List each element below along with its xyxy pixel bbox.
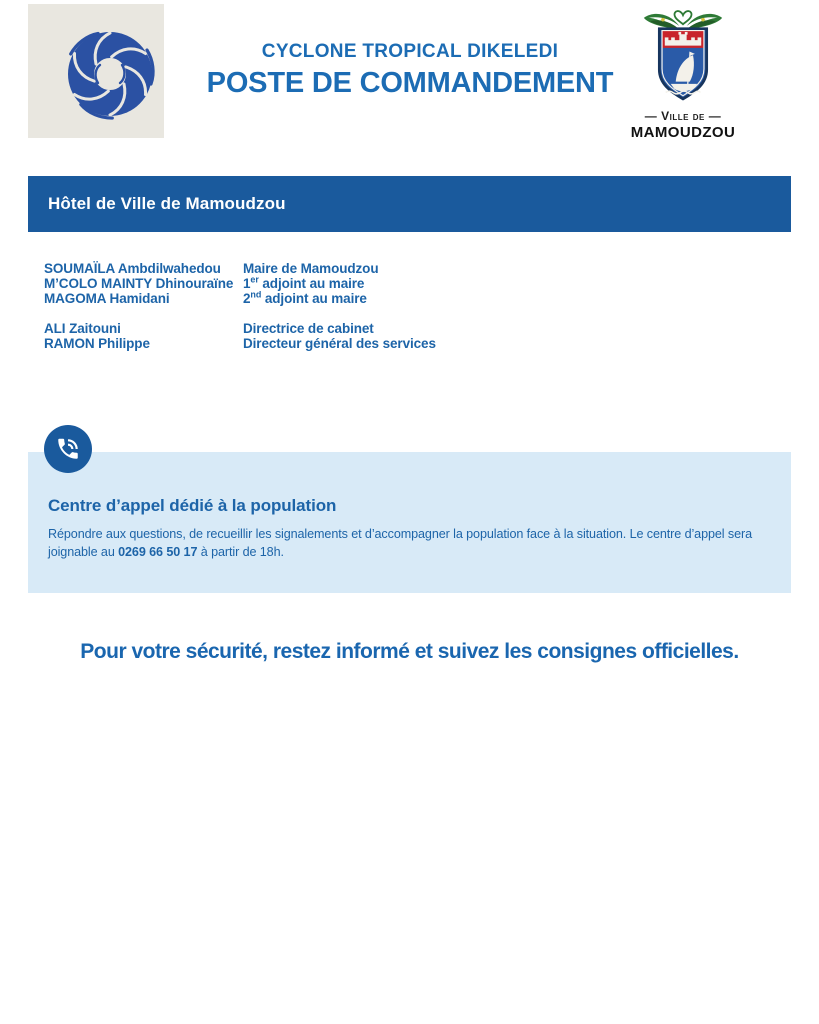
directory-row [44, 291, 436, 306]
official-role [243, 321, 436, 336]
official-name: ALI Zaitouni [44, 320, 121, 336]
callout-body-text: Répondre aux questions, de recueillir les signalements et d’accompagner la population face à la situation. Le centre d’appel sera joignable au [48, 527, 752, 559]
directory-row [44, 261, 436, 276]
role-ordinal-suffix: er [250, 274, 259, 285]
official-name: MAGOMA Hamidani [44, 291, 170, 307]
section-banner [28, 176, 791, 232]
title-subline: CYCLONE TROPICAL DIKELEDI [261, 41, 559, 62]
directory-row [44, 276, 436, 291]
crest-caption-mamoudzou: MAMOUDZOU [630, 124, 736, 141]
directory-row [44, 336, 436, 351]
official-role [243, 276, 436, 291]
crest-caption-villede: — Ville de — [644, 109, 722, 123]
header-title [170, 40, 650, 100]
cyclone-spiral-icon [60, 24, 160, 124]
official-name: SOUMAÏLA Ambdilwahedou [44, 261, 221, 276]
cyclone-logo-box [28, 4, 164, 138]
official-role [243, 291, 436, 306]
phone-call-icon [55, 436, 81, 462]
callout-title: Centre d’appel dédié à la population [48, 496, 337, 515]
role-text: Maire de Mamoudzou [243, 261, 379, 276]
official-name: RAMON Philippe [44, 335, 150, 351]
official-name: M’COLO MAINTY Dhinouraïne [44, 276, 234, 292]
safety-message: Pour votre sécurité, restez informé et suivez les consignes officielles. [80, 640, 739, 663]
callout-body [48, 526, 771, 561]
directory-row [44, 321, 436, 336]
role-number: 1 [243, 276, 251, 292]
official-role [243, 261, 436, 276]
directory-group-gap [44, 307, 436, 321]
role-text: adjoint au maire [258, 276, 365, 292]
call-center-callout [28, 452, 791, 593]
role-number: 2 [243, 291, 251, 307]
role-text: adjoint au maire [261, 291, 367, 307]
callout-body-text: à partir de 18h. [197, 544, 284, 559]
official-role [243, 336, 436, 351]
banner-title: Hôtel de Ville de Mamoudzou [48, 194, 286, 213]
city-crest [628, 6, 738, 141]
officials-directory [44, 261, 436, 351]
mamoudzou-coat-of-arms [637, 6, 729, 108]
role-text: Directrice de cabinet [243, 320, 374, 336]
phone-call-badge [44, 425, 92, 473]
page-title: POSTE DE COMMANDEMENT [206, 67, 614, 99]
phone-number: 0269 66 50 17 [118, 544, 198, 559]
role-text: Directeur général des services [243, 335, 436, 351]
role-ordinal-suffix: nd [250, 289, 262, 300]
